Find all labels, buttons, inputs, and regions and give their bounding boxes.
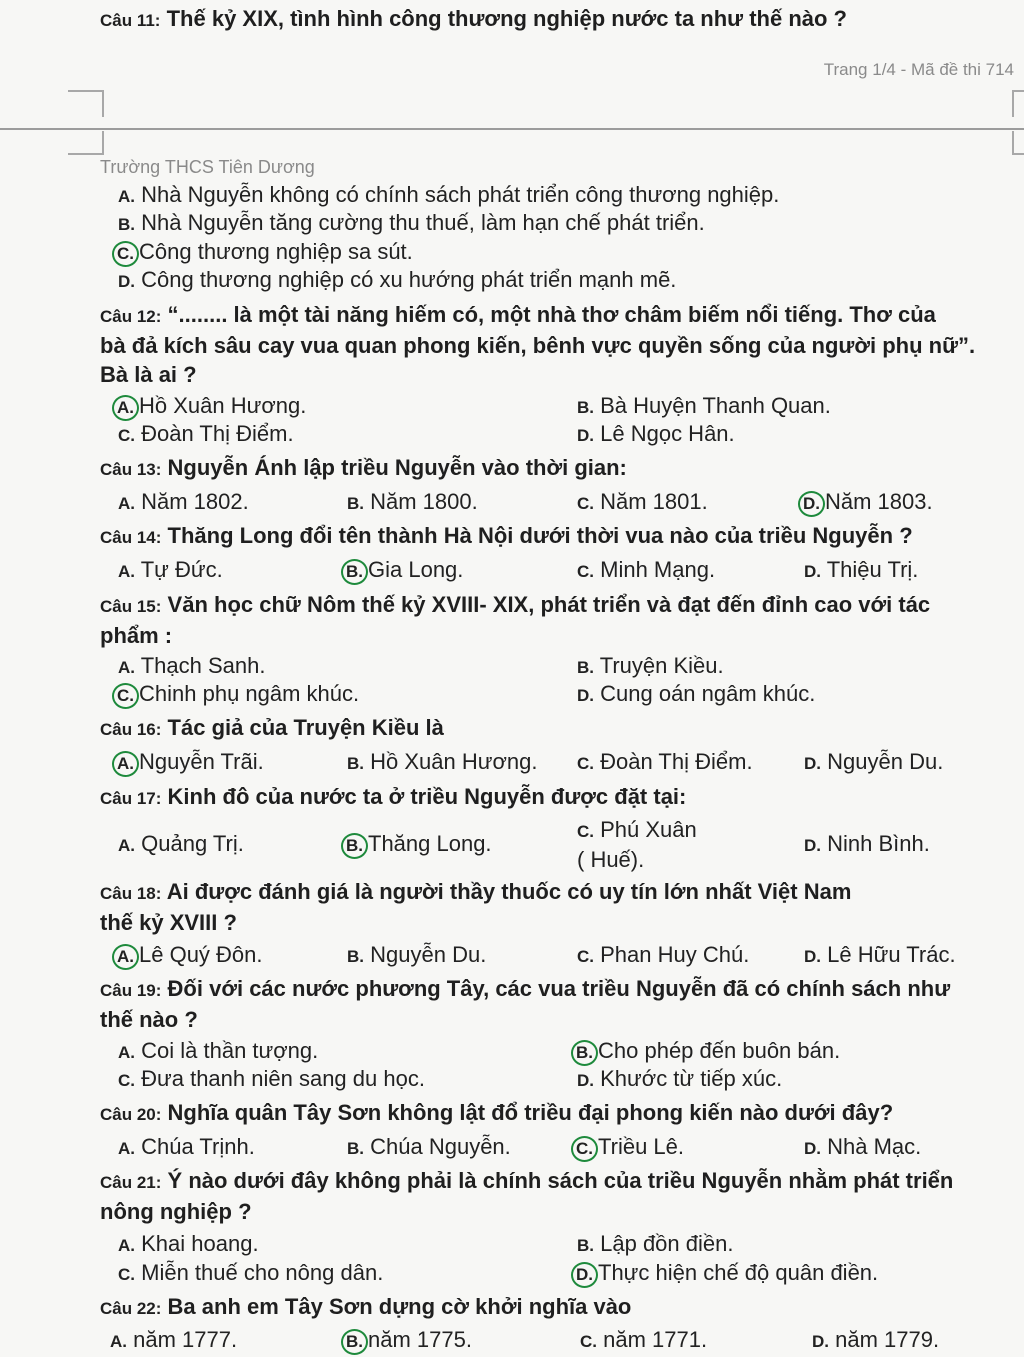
selected-answer-circle: C. bbox=[112, 241, 139, 267]
page-divider bbox=[0, 128, 1024, 130]
option-b[interactable]: B. Hồ Xuân Hương. bbox=[347, 749, 538, 774]
question-number: Câu 19: bbox=[100, 981, 162, 1000]
question-13: Câu 13: Nguyễn Ánh lập triều Nguyễn vào thời gian: bbox=[100, 455, 627, 480]
selected-answer-circle: B. bbox=[341, 559, 368, 585]
option-b[interactable]: B. Bà Huyện Thanh Quan. bbox=[577, 393, 831, 418]
question-number: Câu 11: bbox=[100, 11, 161, 30]
option-b[interactable]: B. Cho phép đến buôn bán. bbox=[577, 1037, 840, 1066]
option-a[interactable]: A. Coi là thần tượng. bbox=[118, 1038, 319, 1063]
option-c[interactable]: C. năm 1771. bbox=[580, 1327, 708, 1352]
question-16: Câu 16: Tác giả của Truyện Kiều là bbox=[100, 715, 444, 740]
option-d[interactable]: D. Năm 1803. bbox=[804, 488, 933, 517]
question-19: Câu 19: Đối với các nước phương Tây, các vua triều Nguyễn đã có chính sách như thế nào ? bbox=[100, 976, 951, 1032]
option-b[interactable]: B. Năm 1800. bbox=[347, 489, 478, 514]
selected-answer-circle: A. bbox=[112, 944, 139, 970]
question-14: Câu 14: Thăng Long đổi tên thành Hà Nội dưới thời vua nào của triều Nguyễn ? bbox=[100, 523, 913, 548]
option-b[interactable]: B. Thăng Long. bbox=[347, 830, 492, 859]
selected-answer-circle: D. bbox=[571, 1262, 598, 1288]
option-c[interactable]: C. Năm 1801. bbox=[577, 489, 708, 514]
option-c[interactable]: C. Phú Xuân ( Huế). bbox=[577, 817, 697, 872]
crop-mark bbox=[68, 90, 104, 117]
option-b[interactable]: B. Nguyễn Du. bbox=[347, 942, 487, 967]
question-number: Câu 18: bbox=[100, 884, 162, 903]
option-a[interactable]: A. Nhà Nguyễn không có chính sách phát triển công thương nghiệp. bbox=[118, 182, 780, 207]
option-c[interactable]: C. Chinh phụ ngâm khúc. bbox=[118, 680, 359, 709]
option-a[interactable]: A. Hồ Xuân Hương. bbox=[118, 392, 306, 421]
option-d[interactable]: D. Công thương nghiệp có xu hướng phát triển mạnh mẽ. bbox=[118, 267, 677, 292]
question-17: Câu 17: Kinh đô của nước ta ở triều Nguyễn được đặt tại: bbox=[100, 784, 687, 809]
option-b[interactable]: B. Nhà Nguyễn tăng cường thu thuế, làm hạn chế phát triển. bbox=[118, 210, 705, 235]
option-d[interactable]: D. Lê Hữu Trác. bbox=[804, 942, 956, 967]
option-b[interactable]: B. Truyện Kiều. bbox=[577, 653, 724, 678]
question-number: Câu 22: bbox=[100, 1299, 162, 1318]
question-number: Câu 17: bbox=[100, 789, 162, 808]
option-b[interactable]: B. Lập đồn điền. bbox=[577, 1231, 734, 1256]
question-21: Câu 21: Ý nào dưới đây không phải là chính sách của triều Nguyễn nhằm phát triển nông nghiệp ? bbox=[100, 1168, 954, 1224]
option-a[interactable]: A. Quảng Trị. bbox=[118, 831, 244, 856]
option-b[interactable]: B. năm 1775. bbox=[347, 1326, 472, 1355]
option-c[interactable]: C. Phan Huy Chú. bbox=[577, 942, 750, 967]
question-text: Thế kỷ XIX, tình hình công thương nghiệp nước ta như thế nào ? bbox=[166, 6, 847, 31]
question-15: Câu 15: Văn học chữ Nôm thế kỷ XVIII- XIX, phát triển và đạt đến đỉnh cao với tác phẩm : bbox=[100, 592, 931, 648]
selected-answer-circle: A. bbox=[112, 751, 139, 777]
option-b[interactable]: B. Gia Long. bbox=[347, 556, 463, 585]
option-a[interactable]: A. năm 1777. bbox=[110, 1327, 238, 1352]
selected-answer-circle: B. bbox=[341, 1329, 368, 1355]
option-d[interactable]: D. Ninh Bình. bbox=[804, 831, 930, 856]
option-a[interactable]: A. Tự Đức. bbox=[118, 557, 223, 582]
option-c[interactable]: C. Đoàn Thị Điểm. bbox=[118, 421, 294, 446]
option-b[interactable]: B. Chúa Nguyễn. bbox=[347, 1134, 511, 1159]
option-d[interactable]: D. Thực hiện chế độ quân điền. bbox=[577, 1259, 878, 1288]
option-c[interactable]: C. Miễn thuế cho nông dân. bbox=[118, 1260, 384, 1285]
option-c[interactable]: C. Minh Mạng. bbox=[577, 557, 716, 582]
question-18: Câu 18: Ai được đánh giá là người thầy thuốc có uy tín lớn nhất Việt Nam thế kỷ XVIII ? bbox=[100, 879, 852, 935]
option-a[interactable]: A. Lê Quý Đôn. bbox=[118, 941, 263, 970]
selected-answer-circle: A. bbox=[112, 395, 139, 421]
option-a[interactable]: A. Chúa Trịnh. bbox=[118, 1134, 255, 1159]
option-d[interactable]: D. Thiệu Trị. bbox=[804, 557, 919, 582]
question-number: Câu 16: bbox=[100, 720, 162, 739]
option-c[interactable]: C. Đưa thanh niên sang du học. bbox=[118, 1066, 425, 1091]
option-d[interactable]: D. Khước từ tiếp xúc. bbox=[577, 1066, 783, 1091]
crop-mark bbox=[1012, 131, 1024, 155]
option-a[interactable]: A. Năm 1802. bbox=[118, 489, 249, 514]
option-d[interactable]: D. Cung oán ngâm khúc. bbox=[577, 681, 816, 706]
option-c[interactable]: C. Triều Lê. bbox=[577, 1133, 684, 1162]
option-a[interactable]: A. Thạch Sanh. bbox=[118, 653, 266, 678]
page-info: Trang 1/4 - Mã đề thi 714 bbox=[823, 60, 1014, 79]
option-c[interactable]: C. Đoàn Thị Điểm. bbox=[577, 749, 753, 774]
option-d[interactable]: D. Nguyễn Du. bbox=[804, 749, 944, 774]
option-a[interactable]: A. Khai hoang. bbox=[118, 1231, 259, 1256]
option-d[interactable]: D. năm 1779. bbox=[812, 1327, 940, 1352]
question-11 bbox=[100, 4, 847, 35]
option-c[interactable]: C. Công thương nghiệp sa sút. bbox=[118, 238, 413, 267]
question-number: Câu 20: bbox=[100, 1105, 162, 1124]
question-20: Câu 20: Nghĩa quân Tây Sơn không lật đổ triều đại phong kiến nào dưới đây? bbox=[100, 1100, 894, 1125]
question-number: Câu 14: bbox=[100, 528, 162, 547]
question-number: Câu 21: bbox=[100, 1173, 162, 1192]
selected-answer-circle: B. bbox=[571, 1040, 598, 1066]
crop-mark bbox=[1012, 90, 1024, 117]
school-name: Trường THCS Tiên Dương bbox=[100, 157, 315, 177]
crop-mark bbox=[68, 131, 104, 155]
question-22: Câu 22: Ba anh em Tây Sơn dựng cờ khởi nghĩa vào bbox=[100, 1294, 632, 1319]
selected-answer-circle: B. bbox=[341, 833, 368, 859]
option-a[interactable]: A. Nguyễn Trãi. bbox=[118, 748, 264, 777]
selected-answer-circle: C. bbox=[571, 1136, 598, 1162]
question-number: Câu 13: bbox=[100, 460, 162, 479]
question-number: Câu 12: bbox=[100, 307, 162, 326]
selected-answer-circle: C. bbox=[112, 683, 139, 709]
question-number: Câu 15: bbox=[100, 597, 162, 616]
option-d[interactable]: D. Nhà Mạc. bbox=[804, 1134, 922, 1159]
selected-answer-circle: D. bbox=[798, 491, 825, 517]
question-12: Câu 12: “........ là một tài năng hiếm có, một nhà thơ châm biếm nổi tiếng. Thơ của bà đả kích sâu cay vua quan phong kiến, bênh vực quyền sống của người phụ nữ”. Bà là ai ? bbox=[100, 302, 976, 387]
option-d[interactable]: D. Lê Ngọc Hân. bbox=[577, 421, 735, 446]
